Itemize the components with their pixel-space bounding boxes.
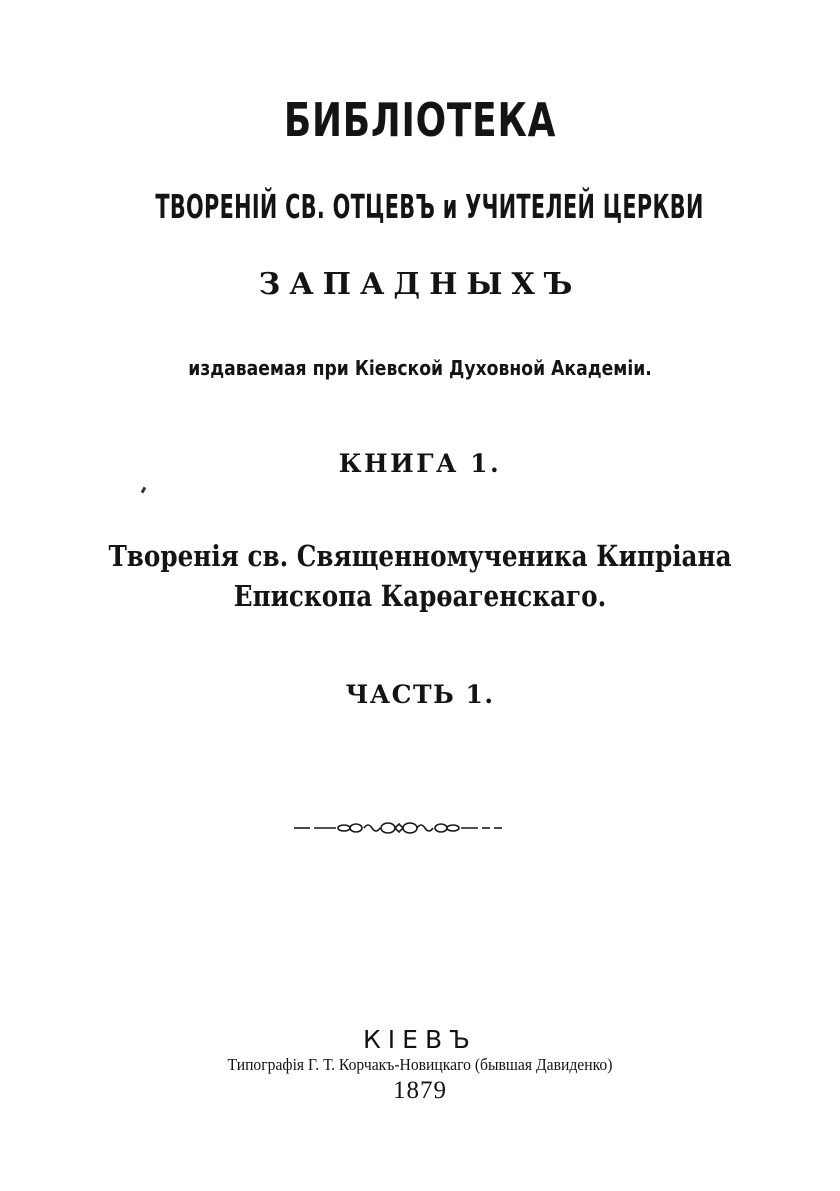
publication-year: 1879 [393,1077,447,1104]
part-number: ЧАСТЬ 1. [345,680,495,709]
work-title-line1: Творенія св. Священномученика Кипріана [108,539,732,573]
ornament-divider [292,818,504,838]
book-number: КНИГА 1. [338,449,502,478]
page-title: БИБЛІОТЕКА [283,93,557,147]
work-title-line2: Епископа Карѳагенскаго. [233,579,607,613]
series-subtitle-line1: ТВОРЕНІЙ СВ. ОТЦЕВЪ и УЧИТЕЛЕЙ ЦЕРКВИ [155,187,704,226]
printer-line: Типографія Г. Т. Корчакъ-Новицкаго (бывшая Давиденко) [227,1055,613,1074]
publisher-imprint: издаваемая при Кіевской Духовной Академіи. [188,356,652,380]
paper-speck [141,487,147,494]
series-subtitle-line2: ЗАПАДНЫХЪ [258,267,582,302]
place-of-publication: КІЕВЪ [363,1025,477,1054]
